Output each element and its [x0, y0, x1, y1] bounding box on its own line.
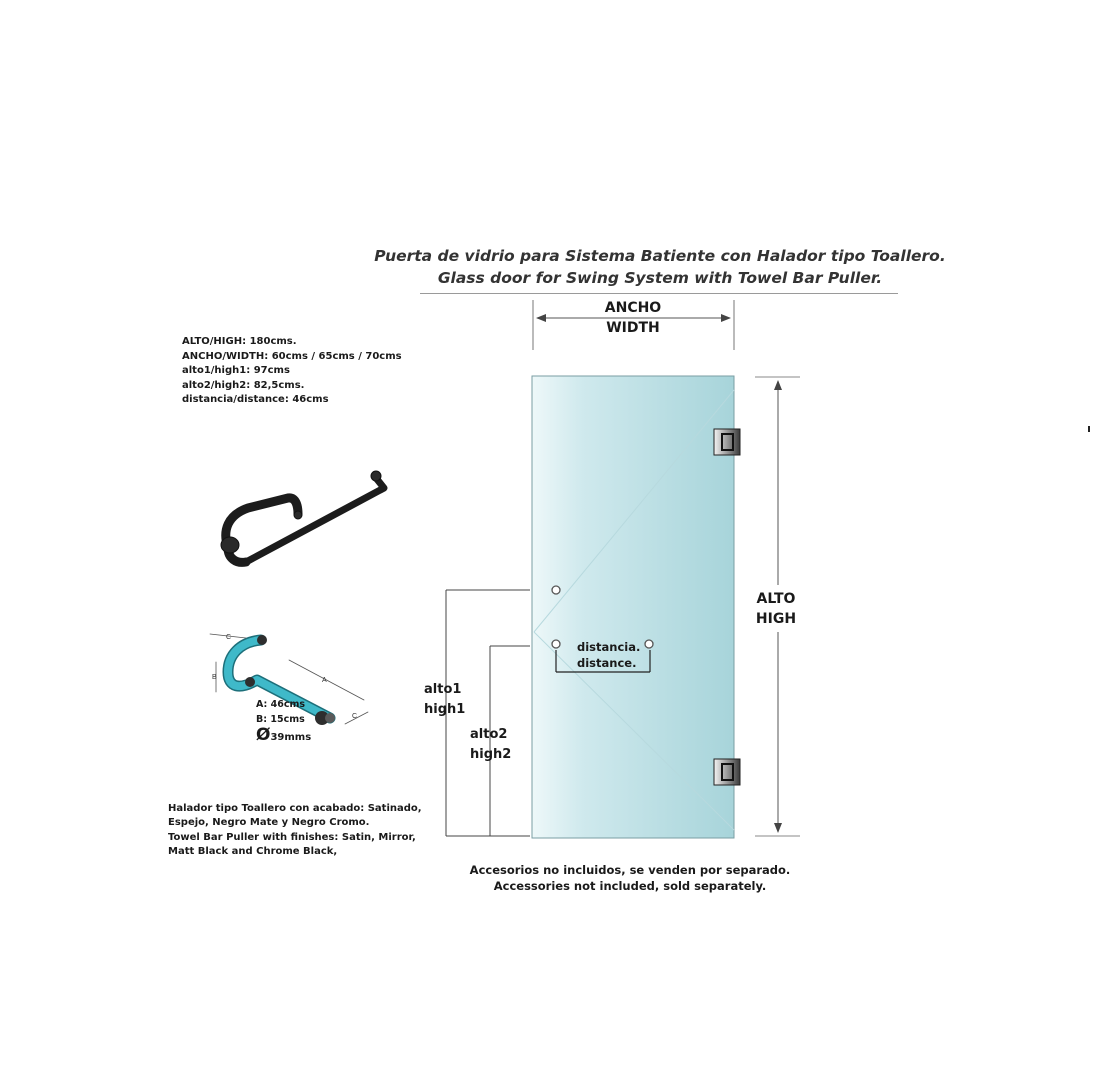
- schematic-a-value: A: 46cms: [256, 699, 306, 710]
- glass-panel: [532, 376, 734, 838]
- height-label-en: HIGH: [755, 611, 797, 627]
- schematic-b-value: B: 15cms: [256, 714, 305, 725]
- high1-label-en: high1: [424, 702, 466, 717]
- schematic-dim-c-bottom: C: [352, 713, 358, 720]
- distance-label-en: distance.: [577, 656, 637, 670]
- width-label-en: WIDTH: [606, 320, 660, 336]
- finishes-text: [168, 802, 428, 859]
- edge-mark: [1088, 426, 1090, 432]
- high1-label: [424, 680, 468, 720]
- spec-distance: distancia/distance: 46cms: [182, 394, 329, 405]
- schematic-dim-a: A: [322, 677, 327, 684]
- width-label-es: ANCHO: [604, 300, 662, 316]
- title-english: Glass door for Swing System with Towel Bar Puller.: [437, 269, 883, 287]
- spec-height: ALTO/HIGH: 180cms.: [182, 336, 297, 347]
- spec-high2: alto2/high2: 82,5cms.: [182, 379, 305, 391]
- accessories-note: [430, 862, 830, 894]
- spec-width: ANCHO/WIDTH: 60cms / 65cms / 70cms: [182, 350, 402, 362]
- title-spanish: Puerta de vidrio para Sistema Batiente con Halador tipo Toallero.: [374, 247, 946, 265]
- high1-label-es: alto1: [424, 682, 462, 697]
- schematic-dim-c-top: C: [226, 634, 232, 641]
- schematic-dim-b: B: [212, 674, 217, 681]
- spec-high1: alto1/high1: 97cms: [182, 365, 290, 376]
- puller-photo-icon: [221, 471, 384, 562]
- hinge-bottom: [714, 759, 740, 785]
- high2-label-en: high2: [470, 747, 512, 762]
- finishes-es: Halador tipo Toallero con acabado: Satinado, Espejo, Negro Mate y Negro Cromo.: [168, 803, 422, 829]
- accessories-en: Accessories not included, sold separately.: [493, 879, 767, 893]
- finishes-en: Towel Bar Puller with finishes: Satin, Mirror, Matt Black and Chrome Black,: [168, 831, 416, 857]
- diameter-symbol: Ø: [256, 725, 271, 745]
- diameter-label: [256, 725, 311, 745]
- high2-label-es: alto2: [470, 727, 508, 742]
- height-label-es: ALTO: [756, 591, 796, 607]
- height-label: [746, 589, 806, 629]
- distance-label-es: distancia.: [577, 640, 641, 654]
- width-label: [583, 298, 683, 338]
- high2-label: [470, 725, 514, 765]
- accessories-es: Accesorios no incluidos, se venden por separado.: [469, 863, 791, 877]
- distance-label: [577, 639, 640, 671]
- hinge-top: [714, 429, 740, 455]
- schematic-values: [256, 697, 305, 727]
- diameter-value: 39mms: [270, 732, 312, 743]
